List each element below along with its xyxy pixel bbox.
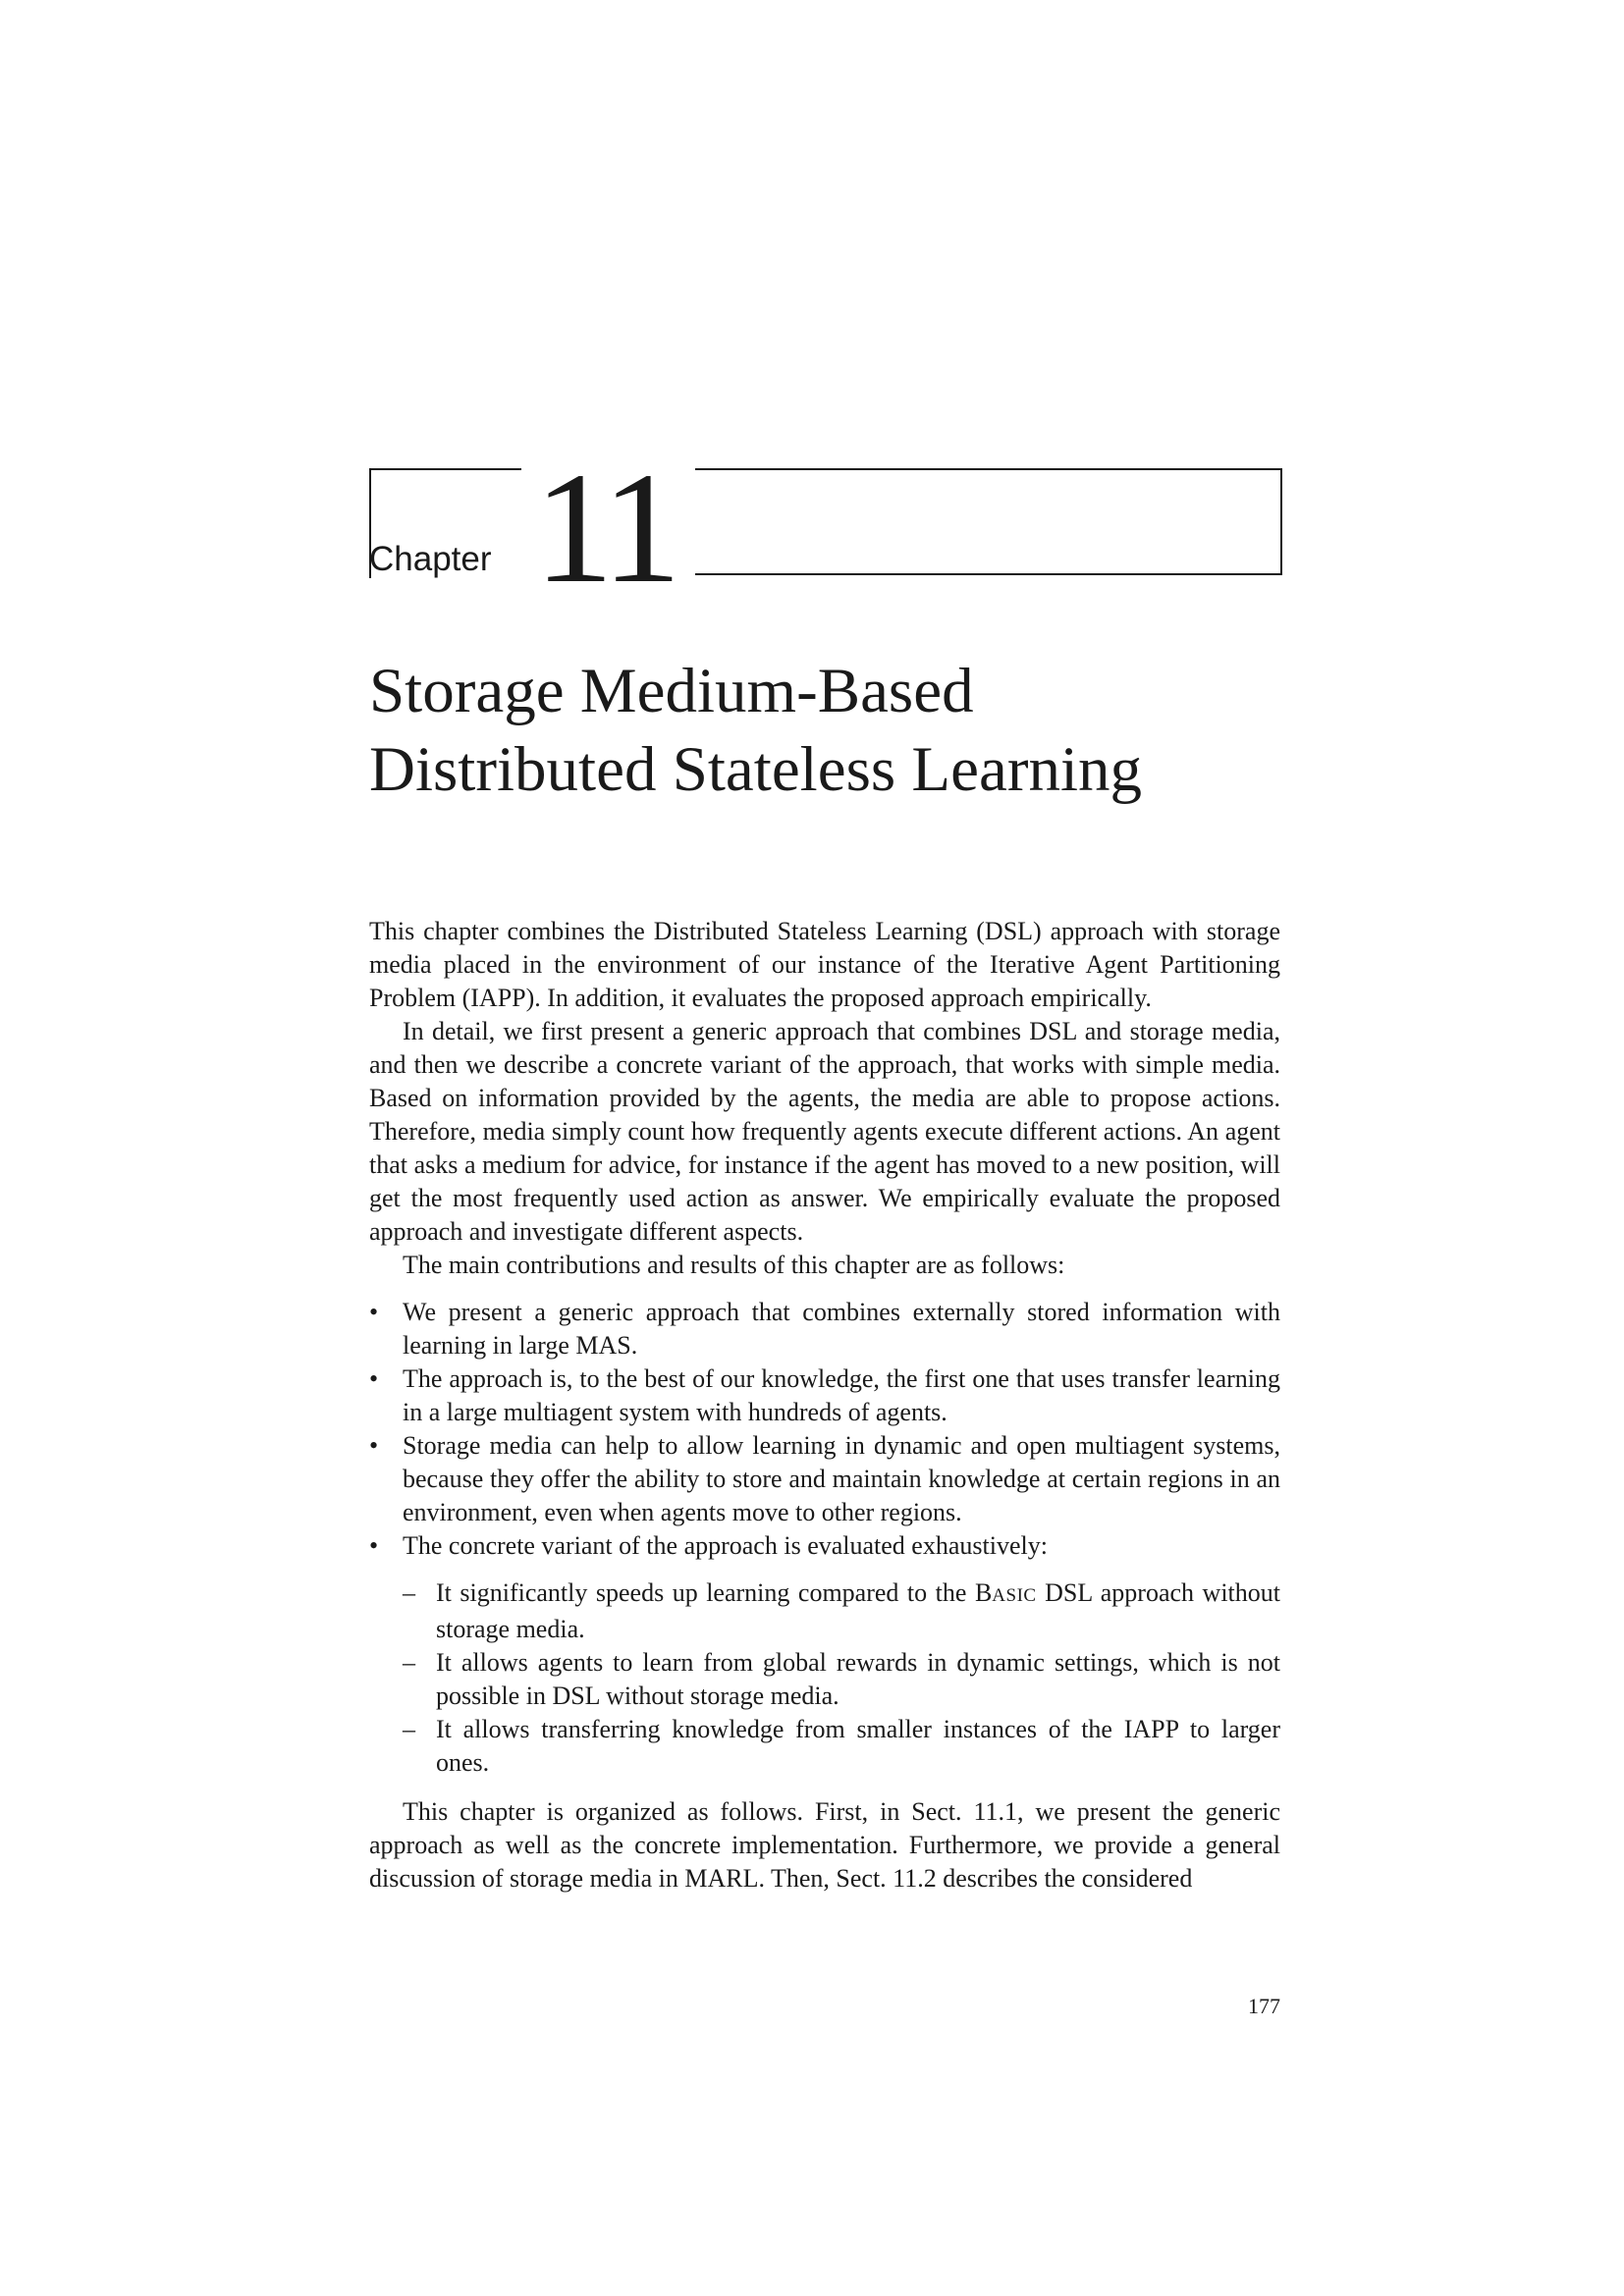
sub-list-item xyxy=(403,1576,1280,1646)
spacer xyxy=(369,1780,1280,1795)
list-item xyxy=(369,1296,1280,1362)
list-item xyxy=(369,1429,1280,1529)
spacer xyxy=(369,1563,1280,1576)
spacer xyxy=(369,1282,1280,1296)
sub-list-item xyxy=(403,1713,1280,1780)
sub-list-item xyxy=(403,1646,1280,1713)
list-item-text: Storage media can help to allow learning in dynamic and open multiagent systems, because they offer the ability to store and maintain knowledge at certain regions in an environment, even when agents move to other regions. xyxy=(403,1431,1280,1526)
organization-paragraph: This chapter is organized as follows. First, in Sect. 11.1, we present the generic approach as well as the concrete implementation. Furthermore, we provide a general discussion of storage media in MARL. Then, Sect. 11.2 describes the considered xyxy=(369,1797,1280,1893)
dash-marker: – xyxy=(403,1715,415,1743)
list-item-text: The approach is, to the best of our knowledge, the first one that uses transfer learning in a large multiagent system with hundreds of agents. xyxy=(403,1364,1280,1426)
contributions-list xyxy=(369,1296,1280,1563)
chapter-number: 11 xyxy=(534,441,676,616)
chapter-header xyxy=(369,441,1282,616)
bullet-marker: • xyxy=(369,1531,379,1560)
list-item-text: The concrete variant of the approach is evaluated exhaustively: xyxy=(403,1531,1048,1560)
list-item xyxy=(369,1362,1280,1429)
detail-paragraph: In detail, we first present a generic approach that combines DSL and storage media, and then we describe a concrete variant of the approach, that works with simple media. Based on information provided by the agents, the media are able to propose actions. Therefore, media simply count how frequently agents execute different actions. An agent that asks a medium for advice, for instance if the agent has moved to a new position, will get the most frequently used action as answer. We empirically evaluate the proposed approach and investigate different aspects. xyxy=(369,1017,1280,1246)
bullet-marker: • xyxy=(369,1298,379,1326)
bullet-marker: • xyxy=(369,1431,379,1460)
chapter-title xyxy=(369,652,1282,809)
evaluation-sublist xyxy=(369,1576,1280,1780)
header-frame-right xyxy=(1280,468,1282,575)
page-number: 177 xyxy=(1248,1994,1280,2018)
sub-list-item-text: It allows transferring knowledge from smaller instances of the IAPP to larger ones. xyxy=(436,1715,1280,1777)
header-frame-top-left xyxy=(369,468,521,470)
header-frame-top-right xyxy=(695,468,1282,470)
dash-marker: – xyxy=(403,1648,415,1677)
dash-marker: – xyxy=(403,1578,415,1607)
sub-list-item-text: It allows agents to learn from global rewards in dynamic settings, which is not possible in DSL without storage media. xyxy=(436,1648,1280,1710)
chapter-title-line-2: Distributed Stateless Learning xyxy=(369,734,1143,805)
contributions-intro: The main contributions and results of this chapter are as follows: xyxy=(403,1251,1065,1279)
body-text xyxy=(369,915,1280,1896)
header-frame-bottom-right xyxy=(695,573,1282,575)
chapter-title-line-1: Storage Medium-Based xyxy=(369,656,974,726)
intro-paragraph: This chapter combines the Distributed Stateless Learning (DSL) approach with storage media placed in the environment of our instance of the Iterative Agent Partitioning Problem (IAPP). In addition, it evaluates the proposed approach empirically. xyxy=(369,917,1280,1012)
list-item xyxy=(369,1529,1280,1563)
list-item-text: We present a generic approach that combines externally stored information with learning in large MAS. xyxy=(403,1298,1280,1360)
chapter-label: Chapter xyxy=(369,540,492,578)
sub-list-item-text: It significantly speeds up learning compared to the BASIC DSL approach without storage media. xyxy=(436,1578,1280,1643)
bullet-marker: • xyxy=(369,1364,379,1393)
